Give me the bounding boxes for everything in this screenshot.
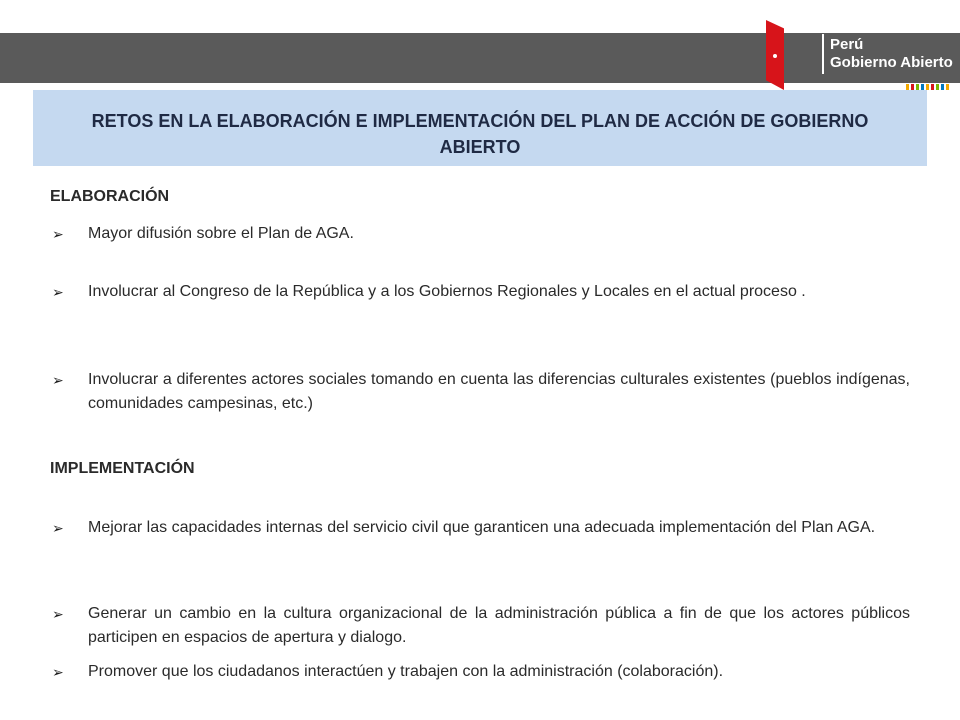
color-stripe xyxy=(946,84,949,90)
logo-divider xyxy=(822,34,824,74)
bullet-text: Mayor difusión sobre el Plan de AGA. xyxy=(88,225,354,242)
color-stripe xyxy=(931,84,934,90)
bullet-text: Mejorar las capacidades internas del servicio civil que garanticen una adecuada implementación del Plan AGA. xyxy=(88,519,876,536)
logo-line-2: Gobierno Abierto xyxy=(830,54,953,71)
list-item xyxy=(50,368,910,416)
list-item xyxy=(50,602,910,650)
door-knob-icon xyxy=(773,54,777,58)
arrow-bullet-icon: ➢ xyxy=(52,372,64,388)
implementacion-heading: IMPLEMENTACIÓN xyxy=(50,460,195,477)
color-stripe xyxy=(941,84,944,90)
arrow-bullet-icon: ➢ xyxy=(52,606,64,622)
arrow-bullet-icon: ➢ xyxy=(52,664,64,680)
list-item xyxy=(50,280,910,304)
arrow-bullet-icon: ➢ xyxy=(52,226,64,242)
logo-text xyxy=(830,36,953,72)
color-stripe xyxy=(936,84,939,90)
title-line-2: ABIERTO xyxy=(439,137,521,157)
logo-line-1: Perú xyxy=(830,36,864,53)
peru-gobierno-abierto-logo xyxy=(766,20,960,90)
bullet-text: Generar un cambio en la cultura organizacional de la administración pública a fin de que los actores públicos participen en espacios de apertura y dialogo. xyxy=(88,605,910,646)
arrow-bullet-icon: ➢ xyxy=(52,284,64,300)
bullet-text: Promover que los ciudadanos interactúen y trabajen con la administración (colaboración). xyxy=(88,663,724,680)
elaboracion-heading: ELABORACIÓN xyxy=(50,188,170,205)
arrow-bullet-icon: ➢ xyxy=(52,520,64,536)
title-band xyxy=(33,90,927,166)
slide-title xyxy=(33,108,927,160)
list-item xyxy=(50,516,910,540)
list-item xyxy=(50,660,910,684)
bullet-text: Involucrar al Congreso de la República y a los Gobiernos Regionales y Locales en el actual proceso . xyxy=(88,283,806,300)
bullet-text: Involucrar a diferentes actores sociales tomando en cuenta las diferencias culturales existentes (pueblos indígenas, comunidades campesinas, etc.) xyxy=(88,371,910,412)
list-item xyxy=(50,222,910,246)
title-line-1: RETOS EN LA ELABORACIÓN E IMPLEMENTACIÓN DEL PLAN DE ACCIÓN DE GOBIERNO xyxy=(91,111,869,131)
